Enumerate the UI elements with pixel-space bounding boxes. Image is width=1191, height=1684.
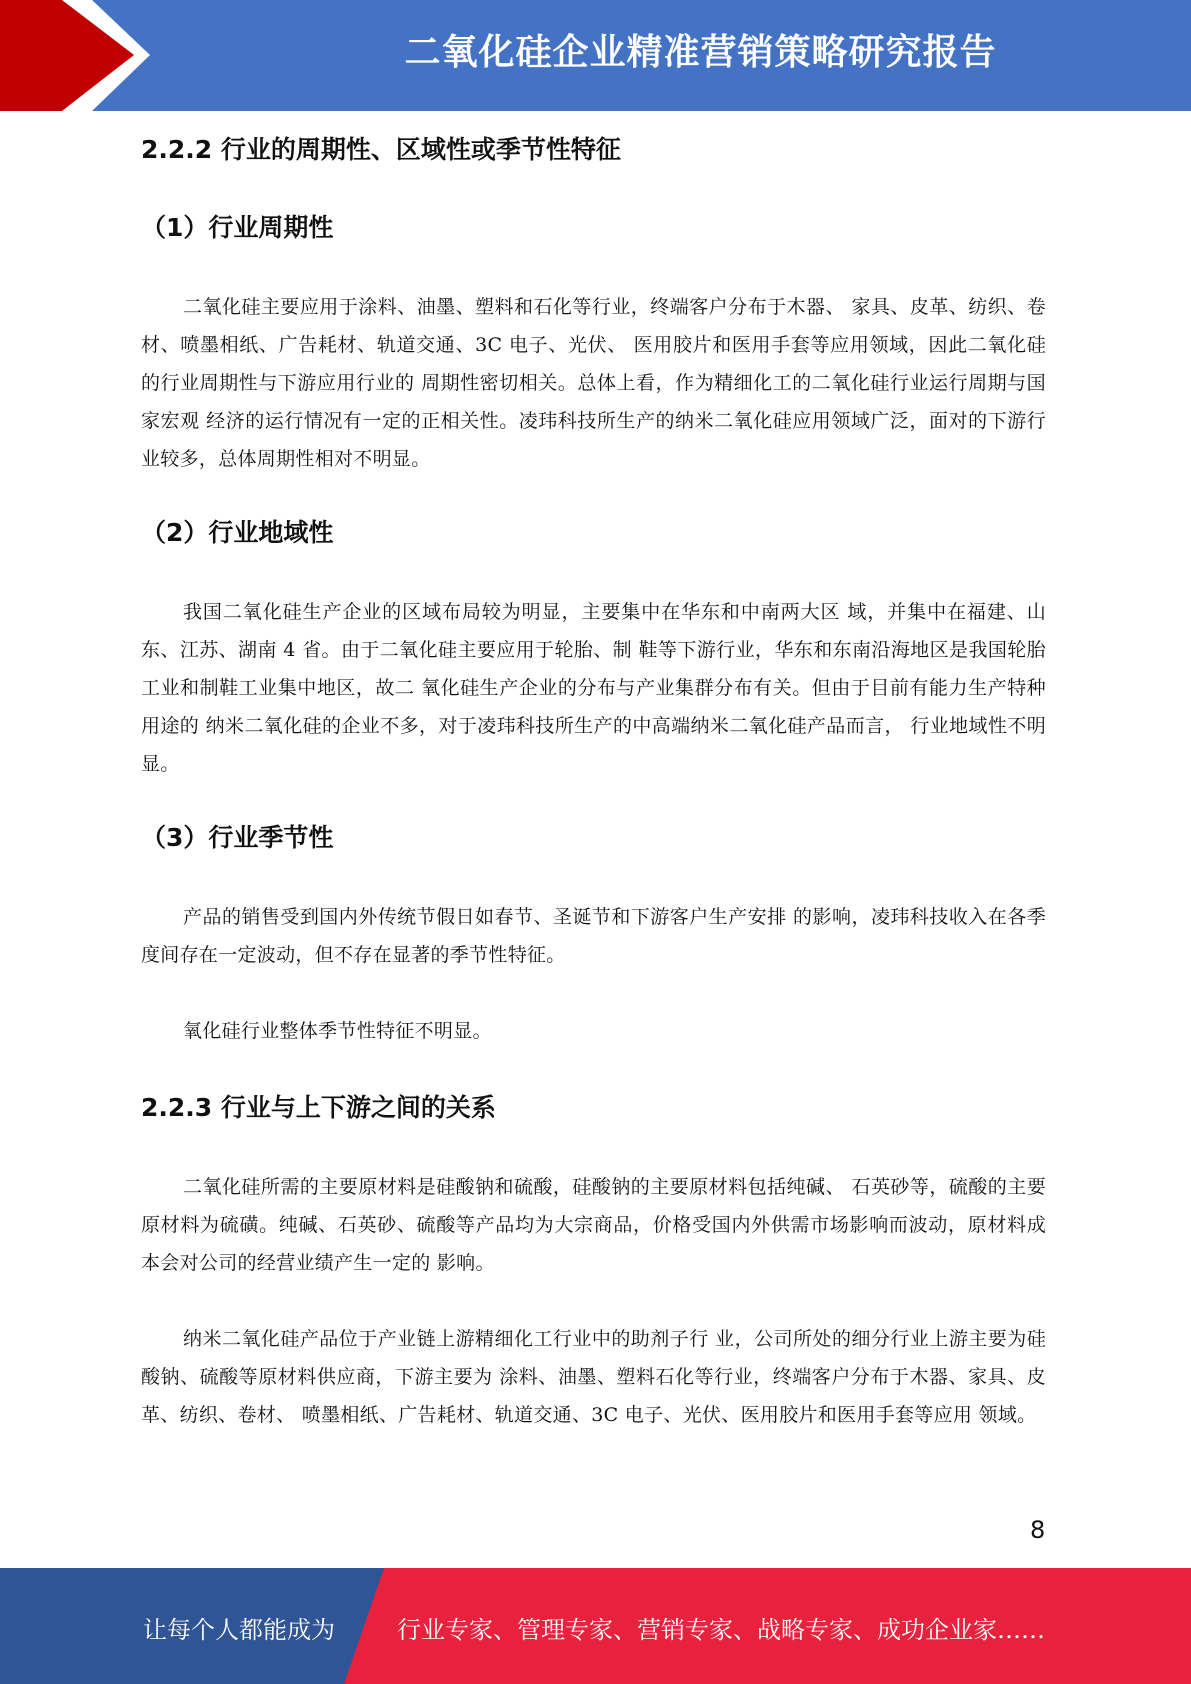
paragraph-seasonality-summary: 氧化硅行业整体季节性特征不明显。 bbox=[183, 1020, 492, 1042]
paragraph-industry-chain: 纳米二氧化硅产品位于产业链上游精细化工行业中的助剂子行 业，公司所处的细分行业上游主要为硅酸钠、硫酸等原材料供应商，下游主要为 涂料、油墨、塑料石化等行业，终端客户分布于木器、家具、皮革、纺织、卷材、 喷墨相纸、广告耗材、轨道交通、3C 电子、光伏、医用胶片和医用手套等应用 领域。 bbox=[141, 1328, 1046, 1426]
report-title: 二氧化硅企业精准营销策略研究报告 bbox=[404, 32, 997, 73]
section-heading-2-2-3: 2.2.3 行业与上下游之间的关系 bbox=[141, 1093, 496, 1122]
page-header bbox=[0, 0, 1191, 111]
subheading-cyclicality: （1）行业周期性 bbox=[141, 213, 334, 242]
subheading-seasonality: （3）行业季节性 bbox=[141, 823, 334, 852]
section-heading-2-2-2: 2.2.2 行业的周期性、区域性或季节性特征 bbox=[141, 135, 621, 164]
paragraph-raw-materials: 二氧化硅所需的主要原材料是硅酸钠和硫酸，硅酸钠的主要原材料包括纯碱、 石英砂等，硫酸的主要原材料为硫磺。纯碱、石英砂、硫酸等产品均为大宗商品，价格受国内外供需市场影响而波动，原材料成本会对公司的经营业绩产生一定的 影响。 bbox=[141, 1176, 1046, 1274]
paragraph-regionality: 我国二氧化硅生产企业的区域布局较为明显，主要集中在华东和中南两大区 域，并集中在福建、山东、江苏、湖南 4 省。由于二氧化硅主要应用于轮胎、制 鞋等下游行业，华东和东南沿海地区是我国轮胎工业和制鞋工业集中地区，故二 氧化硅生产企业的分布与产业集群分布有关。但由于目前有能力生产特种用途的 纳米二氧化硅的企业不多，对于凌玮科技所生产的中高端纳米二氧化硅产品而言， 行业地域性不明显。 bbox=[141, 601, 1046, 775]
paragraph-seasonality: 产品的销售受到国内外传统节假日如春节、圣诞节和下游客户生产安排 的影响，凌玮科技收入在各季度间存在一定波动，但不存在显著的季节性特征。 bbox=[141, 906, 1046, 966]
footer-slogan-right: 行业专家、管理专家、营销专家、战略专家、成功企业家…… bbox=[397, 1616, 1045, 1644]
footer-slogan-left: 让每个人都能成为 bbox=[143, 1616, 335, 1644]
subheading-regionality: （2）行业地域性 bbox=[141, 518, 334, 547]
page-footer bbox=[0, 1568, 1191, 1684]
page-number: 8 bbox=[1030, 1516, 1046, 1544]
paragraph-cyclicality: 二氧化硅主要应用于涂料、油墨、塑料和石化等行业，终端客户分布于木器、 家具、皮革、纺织、卷材、喷墨相纸、广告耗材、轨道交通、3C 电子、光伏、 医用胶片和医用手套等应用领域，因此二氧化硅的行业周期性与下游应用行业的 周期性密切相关。总体上看，作为精细化工的二氧化硅行业运行周期与国家宏观 经济的运行情况有一定的正相关性。凌玮科技所生产的纳米二氧化硅应用领域广泛，面对的下游行业较多，总体周期性相对不明显。 bbox=[141, 296, 1046, 470]
